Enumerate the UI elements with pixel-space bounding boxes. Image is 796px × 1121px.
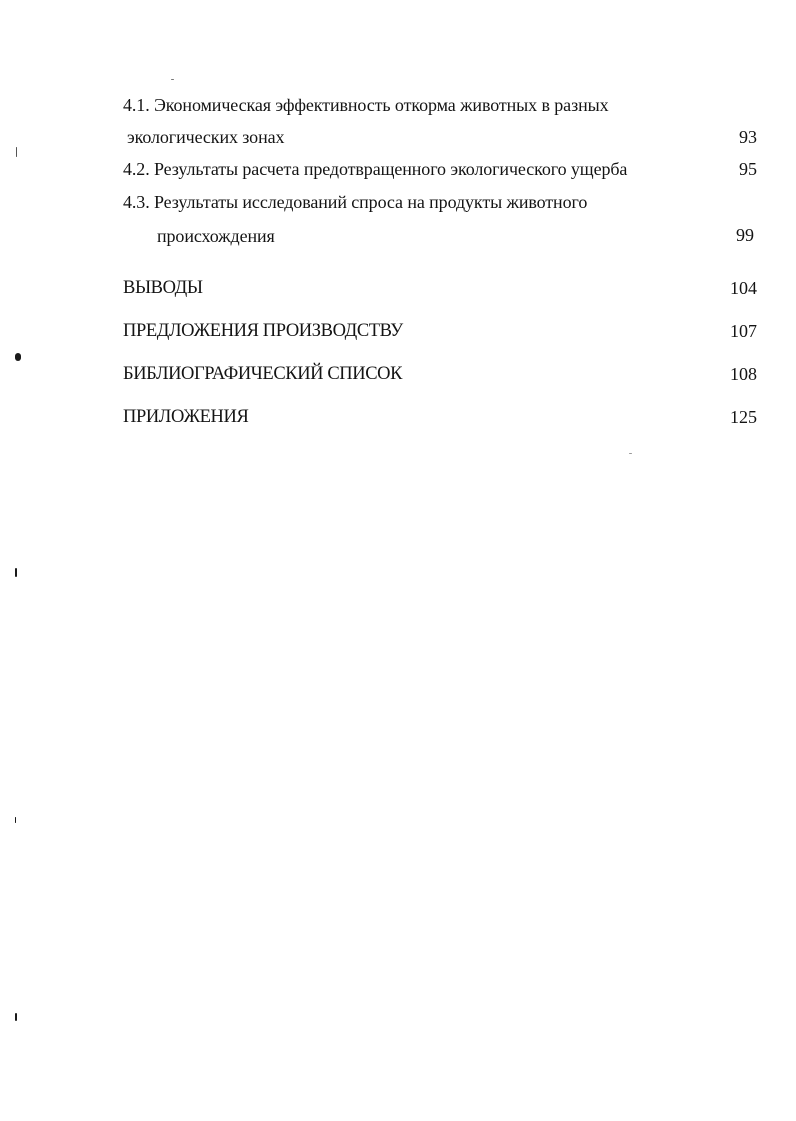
- toc-section-conclusions-title: ВЫВОДЫ: [123, 278, 203, 298]
- toc-section-appendices-title: ПРИЛОЖЕНИЯ: [123, 407, 249, 427]
- toc-section-conclusions-page: 104: [730, 278, 757, 298]
- toc-section-proposals-page: 107: [730, 321, 757, 341]
- toc-entry-4-3-page: 99: [736, 225, 754, 245]
- scan-artifact: [15, 817, 16, 823]
- scan-artifact: [15, 353, 21, 361]
- toc-section-bibliography-title: БИБЛИОГРАФИЧЕСКИЙ СПИСОК: [123, 364, 403, 384]
- scan-artifact: [15, 568, 17, 577]
- toc-entry-4-1-page: 93: [739, 127, 757, 147]
- scan-artifact: [171, 79, 174, 80]
- toc-entry-4-3-title-cont: происхождения: [157, 226, 275, 246]
- toc-section-appendices-page: 125: [730, 407, 757, 427]
- toc-section-bibliography-page: 108: [730, 364, 757, 384]
- scan-artifact: [16, 147, 17, 157]
- scan-artifact: [629, 453, 632, 454]
- toc-entry-4-2-title: 4.2. Результаты расчета предотвращенного экологического ущерба: [123, 159, 628, 179]
- toc-entry-4-2-page: 95: [739, 159, 757, 179]
- toc-entry-4-1-title-cont: экологических зонах: [127, 127, 285, 147]
- toc-entry-4-1-title: 4.1. Экономическая эффективность откорма животных в разных: [123, 95, 609, 115]
- toc-entry-4-3-title: 4.3. Результаты исследований спроса на продукты животного: [123, 192, 588, 212]
- toc-section-proposals-title: ПРЕДЛОЖЕНИЯ ПРОИЗВОДСТВУ: [123, 321, 403, 341]
- scan-artifact: [15, 1013, 17, 1021]
